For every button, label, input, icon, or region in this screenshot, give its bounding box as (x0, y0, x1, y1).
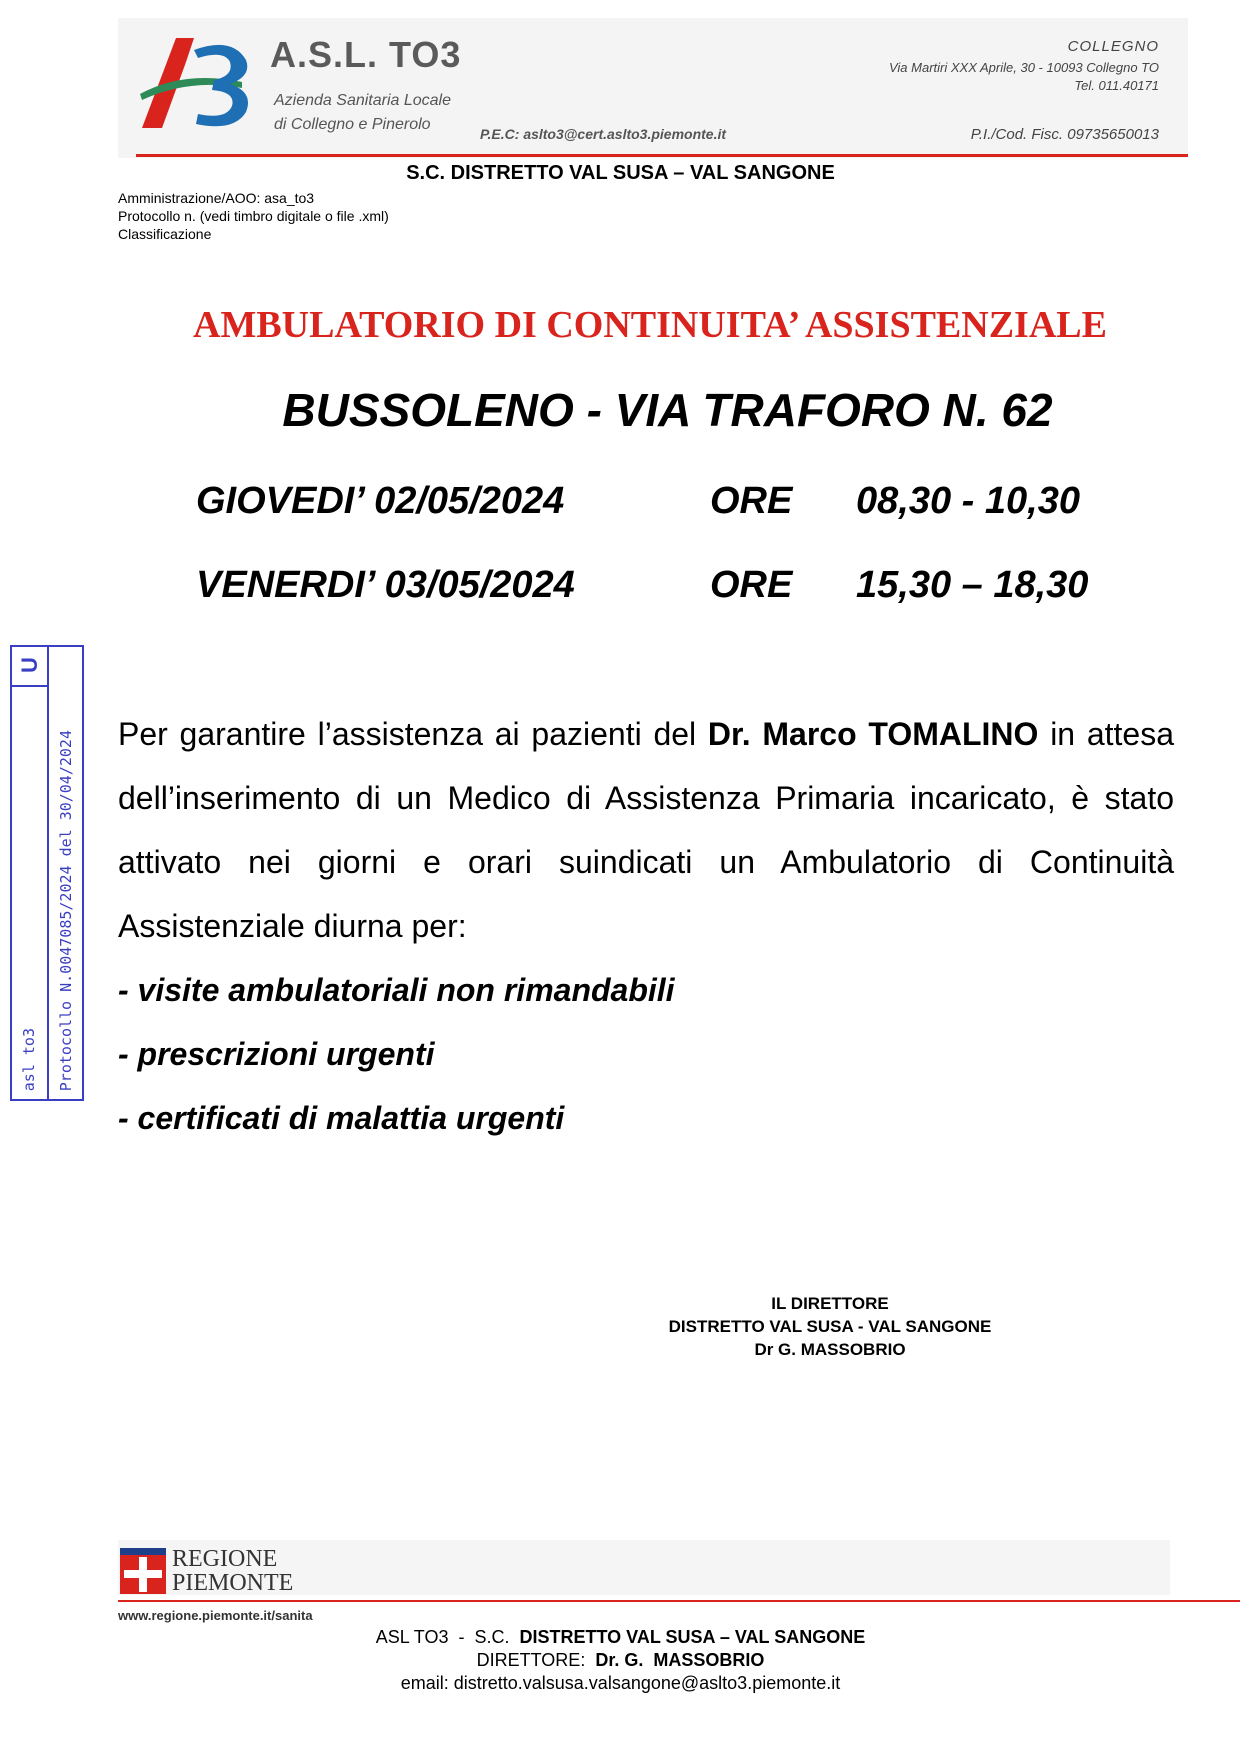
schedule-ore-label: ORE (710, 564, 793, 606)
header-phone: Tel. 011.40171 (1074, 78, 1159, 93)
footer-email: email: distretto.valsusa.valsangone@aslto3.piemonte.it (400, 1673, 841, 1693)
footer-department: DISTRETTO VAL SUSA – VAL SANGONE (519, 1627, 866, 1647)
pec-address: P.E.C: aslto3@cert.aslto3.piemonte.it (480, 126, 727, 142)
schedule-hours: 08,30 - 10,30 (856, 480, 1080, 522)
doctor-name: Dr. Marco TOMALINO (707, 716, 1039, 752)
signature-block (520, 1292, 1140, 1361)
stamp-protocol-number: Protocollo N.0047085/2024 del 30/04/2024 (57, 729, 75, 1091)
schedule-hours: 15,30 – 18,30 (856, 564, 1089, 606)
letterhead-divider (136, 154, 1188, 157)
footer-line2-prefix: DIRETTORE: (476, 1650, 596, 1670)
schedule-ore-label: ORE (710, 480, 793, 522)
header-vat-number: P.I./Cod. Fisc. 09735650013 (970, 126, 1159, 143)
stamp-aoo: asl to3 (20, 1027, 38, 1091)
footer-url: www.regione.piemonte.it/sanita (118, 1608, 313, 1623)
meta-administration: Amministrazione/AOO: asa_to3 (118, 190, 315, 206)
body-paragraph (118, 702, 1174, 958)
header-address: Via Martiri XXX Aprile, 30 - 10093 Collegno TO (888, 60, 1159, 75)
stamp-direction-letter: U (17, 657, 42, 673)
footer-divider (118, 1600, 1240, 1602)
org-short-name: A.S.L. TO3 (270, 34, 462, 75)
list-item: - certificati di malattia urgenti (118, 1100, 565, 1136)
signature-department: DISTRETTO VAL SUSA - VAL SANGONE (668, 1317, 992, 1336)
regione-line2: PIEMONTE (172, 1570, 294, 1596)
body-intro: Per garantire l’assistenza ai pazienti del (118, 716, 708, 752)
header-city: COLLEGNO (1067, 38, 1159, 55)
footer-contacts (0, 1626, 1241, 1695)
department-heading: S.C. DISTRETTO VAL SUSA – VAL SANGONE (406, 162, 835, 184)
list-item: - visite ambulatoriali non rimandabili (118, 972, 675, 1008)
signature-name: Dr G. MASSOBRIO (754, 1340, 906, 1359)
regione-piemonte-wordmark (172, 1547, 293, 1595)
document-title: AMBULATORIO DI CONTINUITA’ ASSISTENZIALE (193, 304, 1107, 346)
regione-piemonte-logo (120, 1548, 166, 1594)
footer-director: Dr. G. MASSOBRIO (595, 1650, 765, 1670)
clinic-location: BUSSOLENO - VIA TRAFORO N. 62 (282, 384, 1053, 436)
stamp-divider (47, 647, 49, 1099)
meta-protocol: Protocollo n. (vedi timbro digitale o file .xml) (118, 208, 389, 224)
footer-line1-prefix: ASL TO3 - S.C. (375, 1627, 520, 1647)
protocol-stamp (10, 645, 84, 1101)
schedule-day: GIOVEDI’ 02/05/2024 (196, 480, 565, 522)
services-list (118, 958, 675, 1150)
list-item: - prescrizioni urgenti (118, 1036, 435, 1072)
stamp-letter-divider (12, 685, 47, 687)
regione-line1: REGIONE (172, 1546, 278, 1572)
org-name-line1: Azienda Sanitaria Locale (274, 92, 452, 109)
asl-to3-logo (134, 32, 254, 132)
meta-classification: Classificazione (118, 226, 212, 242)
schedule-day: VENERDI’ 03/05/2024 (196, 564, 575, 606)
signature-role: IL DIRETTORE (771, 1294, 889, 1313)
body-intro-cont: in attesa dell’inserimento di un Medico di Assistenza Primaria incaricato, è stato attivato nei giorni e orari suindicati un Ambulatorio di Continuità Assistenziale diurna per: (118, 716, 1175, 944)
org-name-line2: di Collegno e Pinerolo (274, 116, 431, 133)
